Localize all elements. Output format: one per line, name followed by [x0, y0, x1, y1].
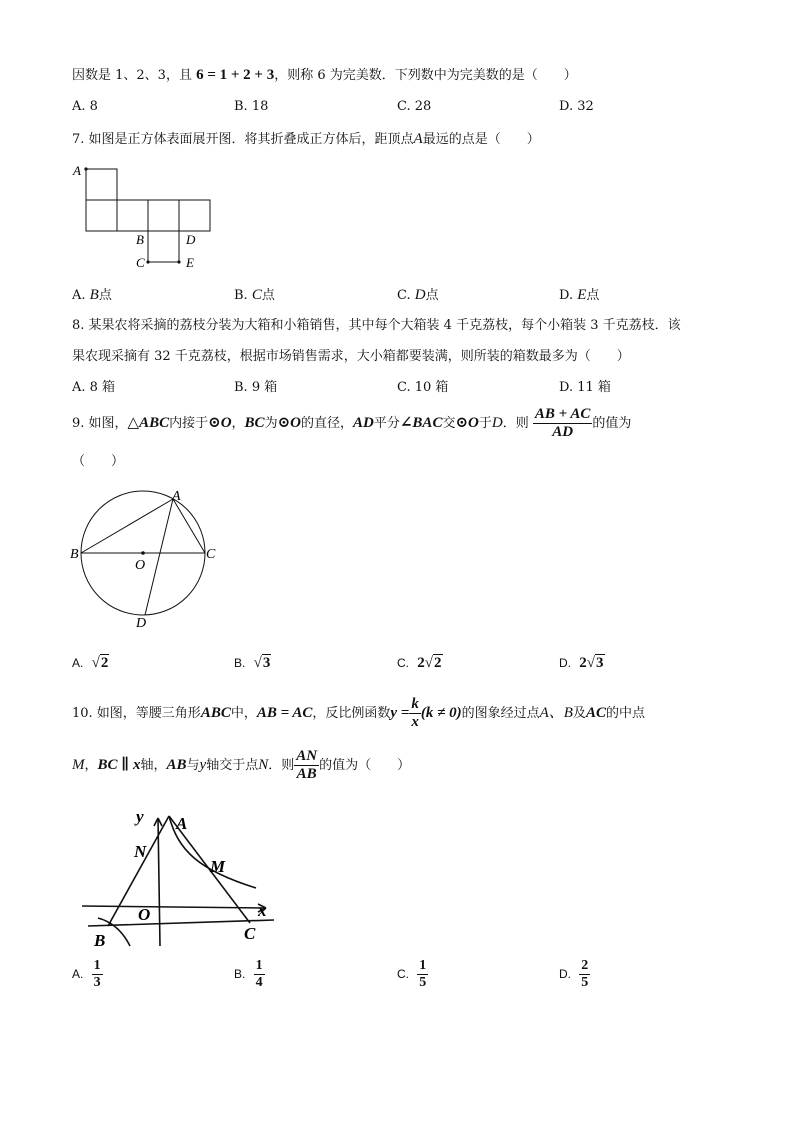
q10-label-n: N [134, 842, 147, 861]
q7-label-c: C [136, 255, 145, 270]
q8-stem-line2: 果农现采摘有 32 千克荔枝，根据市场销售需求，大小箱都要装满，则所装的箱数最多为（ ） [72, 349, 630, 364]
q7-stem: 7. 如图是正方体表面展开图．将其折叠成正方体后，距顶点A最远的点是（ ） [72, 131, 540, 147]
q6-option-a[interactable]: A. 8 [72, 99, 98, 114]
q7-label-a: A [73, 163, 81, 178]
q10-label-o: O [138, 905, 151, 924]
q6-option-d[interactable]: D. 32 [559, 99, 594, 114]
q7-label-e: E [186, 255, 194, 270]
q10-coordinate-figure [78, 800, 283, 950]
q8-option-d[interactable]: D. 11 箱 [559, 380, 611, 395]
q10-option-c[interactable]: C. $\frac{1}{5}$ [397, 958, 427, 990]
q7-option-d[interactable]: D. E点 [559, 287, 600, 303]
q9-stem: 9. 如图，△ABC内接于⊙O，BC为⊙O的直径，AD平分∠BAC交⊙O于D．则 $\frac{AB + AC}{AD}$ 的值为 [72, 406, 632, 440]
q10-k-over-x: $\frac{k}{x}$ [411, 696, 419, 730]
q7-label-d: D [186, 232, 196, 247]
q8-option-a[interactable]: A. 8 箱 [72, 380, 116, 395]
q9-option-c[interactable]: C. 2√2 [397, 655, 442, 671]
q9-option-a[interactable]: A. √2 [72, 655, 109, 671]
q6-stem: 因数是 1、2、3，且 6 = 1 + 2 + 3，则称 6 为完美数．下列数中为完美数的是（ ） [72, 67, 577, 83]
q9-label-c: C [206, 547, 216, 562]
q10-label-m: M [210, 857, 226, 876]
q7-label-b: B [136, 232, 144, 247]
q10-option-b[interactable]: B. $\frac{1}{4}$ [234, 958, 263, 990]
q7-option-c[interactable]: C. D点 [397, 287, 439, 303]
q7-option-a[interactable]: A. B点 [72, 287, 112, 303]
q10-option-a[interactable]: A. $\frac{1}{3}$ [72, 958, 101, 990]
q10-fraction: $\frac{AN}{AB}$ [296, 748, 318, 782]
q6-option-b[interactable]: B. 18 [234, 99, 269, 114]
q8-stem-line1: 8. 某果农将采摘的荔枝分装为大箱和小箱销售，其中每个大箱装 4 千克荔枝，每个小箱装 3 千克荔枝．该 [72, 318, 681, 333]
q9-fraction: $\frac{AB + AC}{AD}$ [534, 406, 591, 440]
q10-label-b: B [94, 931, 106, 950]
q9-label-b: B [70, 547, 79, 562]
q10-label-c: C [244, 924, 256, 943]
q10-stem-line2: M，BC ∥ x轴，AB与y轴交于点N．则 $\frac{AN}{AB}$ 的值为（ ） [72, 748, 411, 782]
q7-option-b[interactable]: B. C点 [234, 287, 275, 303]
q9-circle-figure [65, 480, 235, 630]
q8-option-b[interactable]: B. 9 箱 [234, 380, 278, 395]
q6-option-c[interactable]: C. 28 [397, 99, 432, 114]
q8-option-c[interactable]: C. 10 箱 [397, 380, 449, 395]
q10-option-d[interactable]: D. $\frac{2}{5}$ [559, 958, 589, 990]
q10-label-y: y [136, 807, 144, 826]
q7-cube-net-figure [70, 160, 230, 275]
q9-label-o: O [135, 558, 146, 573]
q10-label-a: A [176, 814, 188, 833]
q10-stem-line1: 10. 如图，等腰三角形ABC中，AB = AC，反比例函数y = $\frac{k}{x}$ (k ≠ 0)的图象经过点A、B及AC的中点 [72, 696, 645, 730]
q9-label-d: D [136, 616, 147, 630]
q9-option-d[interactable]: D. 2√3 [559, 655, 604, 671]
q9-label-a: A [172, 489, 181, 504]
q9-paren: （ ） [72, 454, 125, 469]
q10-label-x: x [258, 901, 267, 920]
q9-option-b[interactable]: B. √3 [234, 655, 271, 671]
